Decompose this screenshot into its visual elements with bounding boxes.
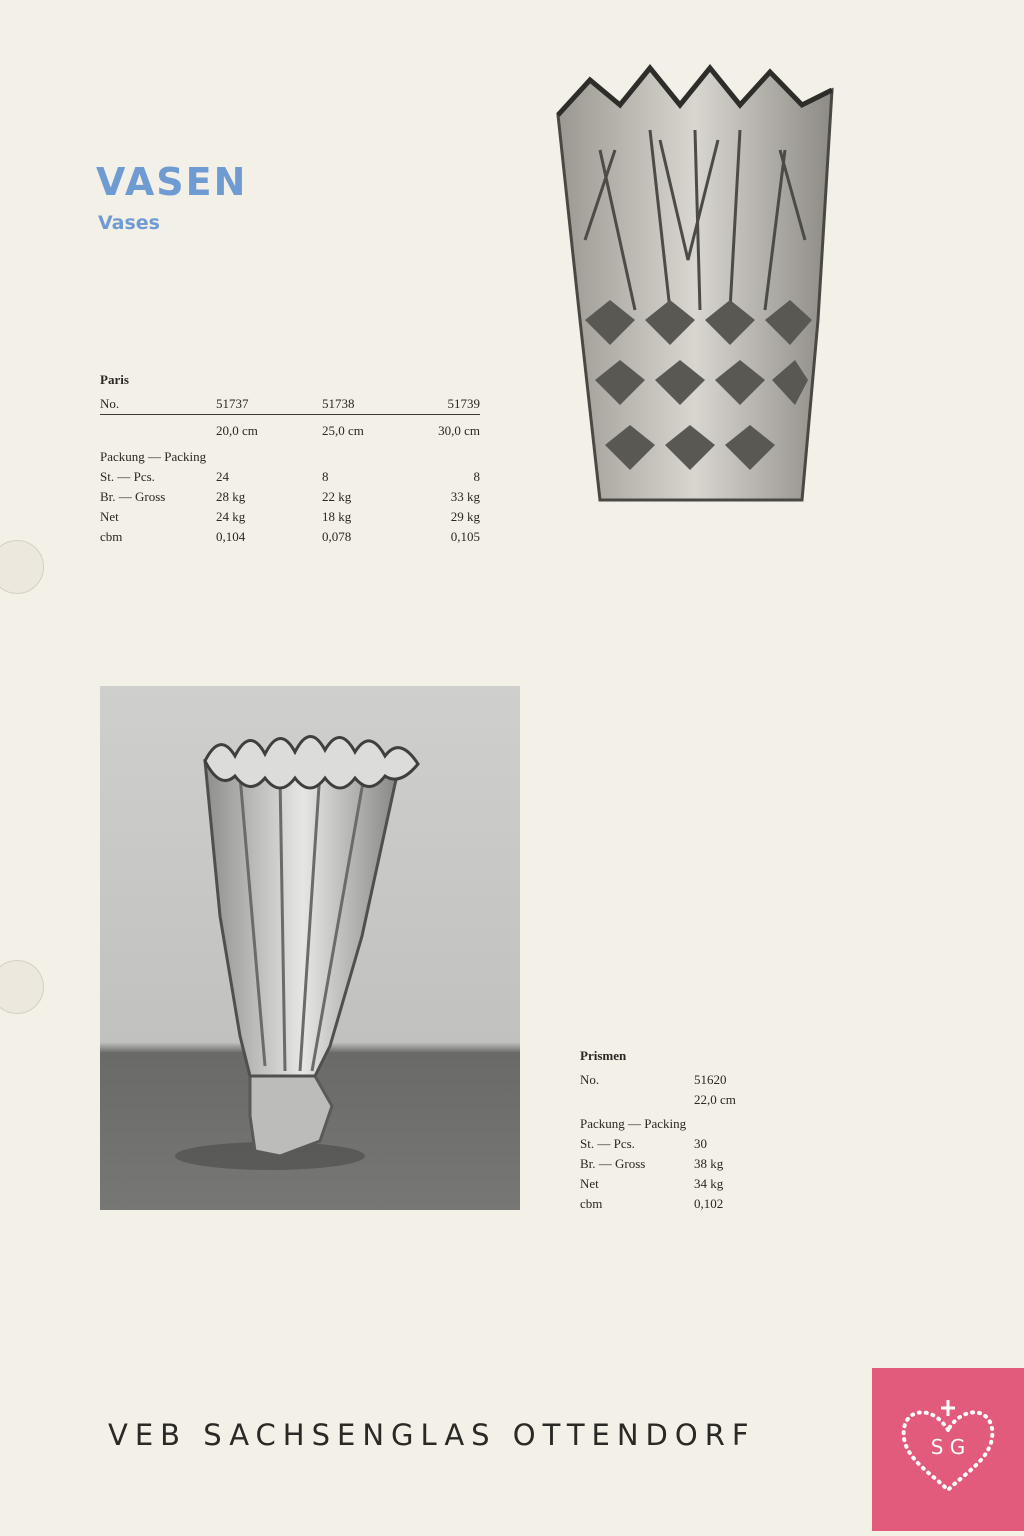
row-label: Br. — Gross bbox=[100, 489, 166, 504]
table-row bbox=[580, 1154, 760, 1174]
table-cell: 24 kg bbox=[216, 509, 246, 524]
table-cell: 34 kg bbox=[694, 1176, 724, 1191]
table-cell: 22 kg bbox=[322, 489, 352, 504]
table-cell: 33 kg bbox=[450, 489, 480, 504]
table-cell: 8 bbox=[322, 469, 329, 484]
company-name: VEB SACHSENGLAS OTTENDORF bbox=[108, 1418, 756, 1452]
binder-hole-bottom bbox=[0, 960, 44, 1014]
table-row bbox=[100, 507, 480, 527]
binder-hole-top bbox=[0, 540, 44, 594]
table-cell: 20,0 cm bbox=[216, 423, 258, 438]
table-cell: 25,0 cm bbox=[322, 423, 364, 438]
table-row bbox=[100, 527, 480, 547]
row-label: Net bbox=[580, 1176, 599, 1191]
row-label: Net bbox=[100, 509, 119, 524]
table-row bbox=[100, 421, 480, 441]
brand-logo bbox=[872, 1368, 1024, 1531]
prismen-spec-table bbox=[580, 1046, 760, 1214]
table-cell: 38 kg bbox=[694, 1156, 724, 1171]
table-row bbox=[100, 467, 480, 487]
table-cell: 18 kg bbox=[322, 509, 352, 524]
row-label: No. bbox=[100, 396, 120, 411]
prismen-vase-photo bbox=[100, 686, 520, 1210]
product-name: Paris bbox=[100, 372, 129, 387]
table-cell: 22,0 cm bbox=[694, 1092, 736, 1107]
table-row bbox=[580, 1194, 760, 1214]
page-title: VASEN bbox=[96, 160, 248, 204]
packing-heading bbox=[580, 1114, 760, 1134]
paris-spec-table bbox=[100, 370, 480, 547]
table-cell: 8 bbox=[473, 469, 480, 484]
table-cell: 30,0 cm bbox=[438, 423, 480, 438]
row-label: Packung — Packing bbox=[100, 449, 207, 464]
table-row bbox=[580, 1070, 760, 1090]
table-cell: 28 kg bbox=[216, 489, 246, 504]
paris-vase-image bbox=[540, 60, 850, 540]
row-label: cbm bbox=[580, 1196, 603, 1211]
table-row bbox=[100, 394, 480, 415]
table-row bbox=[580, 1134, 760, 1154]
heart-cross-icon bbox=[872, 1368, 1024, 1531]
table-row bbox=[580, 1174, 760, 1194]
table-cell: 0,078 bbox=[322, 529, 352, 544]
row-label: St. — Pcs. bbox=[580, 1136, 635, 1151]
page-subtitle: Vases bbox=[98, 212, 160, 234]
table-row bbox=[100, 487, 480, 507]
product-name: Prismen bbox=[580, 1048, 627, 1063]
row-label: No. bbox=[580, 1072, 600, 1087]
table-cell: 0,102 bbox=[694, 1196, 724, 1211]
table-row bbox=[580, 1090, 760, 1110]
row-label: Br. — Gross bbox=[580, 1156, 646, 1171]
row-label: cbm bbox=[100, 529, 123, 544]
table-cell: 0,104 bbox=[216, 529, 246, 544]
table-cell: 24 bbox=[216, 469, 229, 484]
row-label: St. — Pcs. bbox=[100, 469, 155, 484]
table-cell: 29 kg bbox=[450, 509, 480, 524]
table-cell: 30 bbox=[694, 1136, 707, 1151]
table-cell: 51739 bbox=[447, 396, 480, 411]
table-cell: 51738 bbox=[322, 396, 355, 411]
table-cell: 51620 bbox=[694, 1072, 727, 1087]
row-label: Packung — Packing bbox=[580, 1116, 687, 1131]
table-cell: 51737 bbox=[216, 396, 249, 411]
logo-letters: S G bbox=[930, 1435, 966, 1459]
packing-heading bbox=[100, 447, 480, 467]
table-cell: 0,105 bbox=[450, 529, 480, 544]
